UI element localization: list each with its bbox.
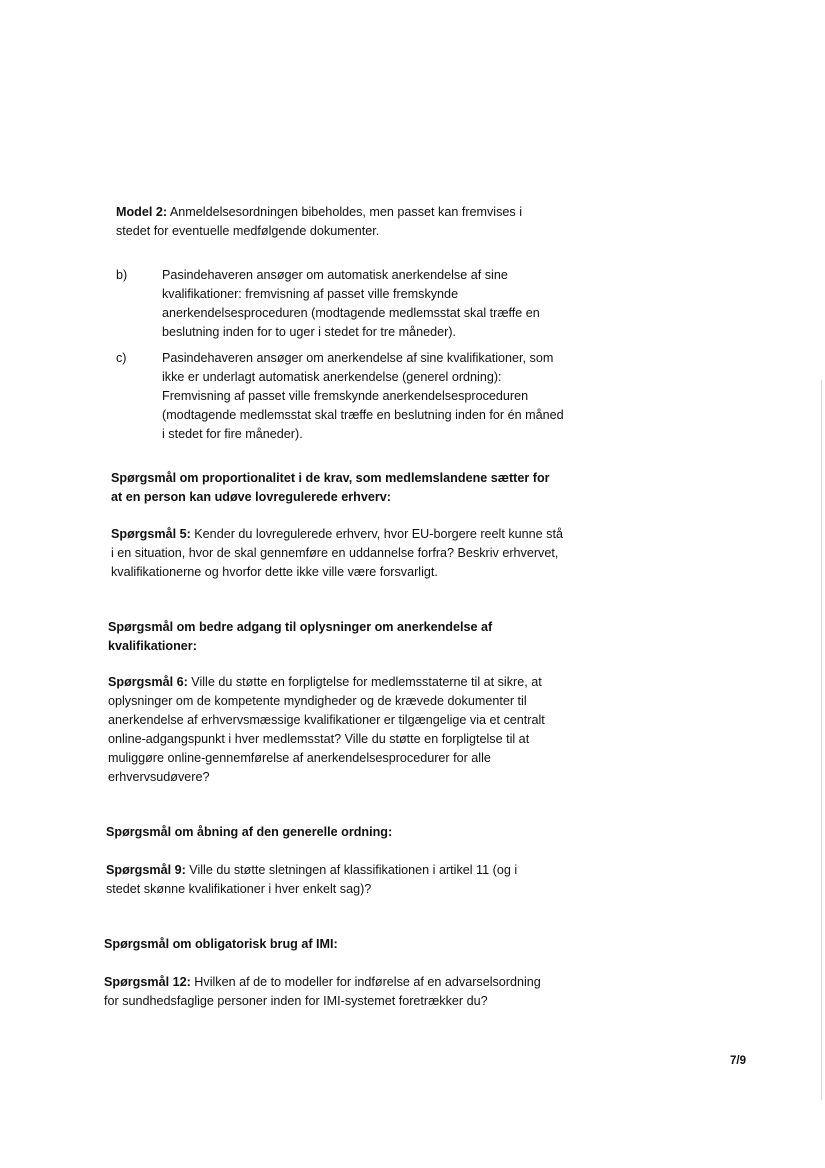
model2-text: Anmeldelsesordningen bibeholdes, men passet kan fremvises i stedet for eventuelle medfølgende dokumenter.	[116, 205, 523, 238]
page-number: 7/9	[730, 1055, 746, 1067]
list-item-label: b)	[116, 268, 128, 282]
section-heading-imi: Spørgsmål om obligatorisk brug af IMI:	[104, 937, 338, 951]
question-5	[111, 525, 563, 582]
list-item-text: Pasindehaveren ansøger om automatisk anerkendelse af sine kvalifikationer: fremvisning af passet ville fremskynde anerkendelsesproceduren (modtagende medlemsstat skal træffe en beslutning inden for to uger i stedet for tre måneder).	[162, 268, 540, 339]
question-12	[104, 973, 546, 1011]
question-label: Spørgsmål 6:	[108, 675, 188, 689]
question-label: Spørgsmål 12:	[104, 975, 191, 989]
question-text: Hvilken af de to modeller for indførelse af en advarselsordning for sundhedsfaglige personer inden for IMI-systemet foretrækker du?	[104, 975, 541, 1008]
question-text: Ville du støtte en forpligtelse for medlemsstaterne til at sikre, at oplysninger om de kompetente myndigheder og de krævede dokumenter til anerkendelse af erhvervsmæssige kvalifikationer er tilgængelige via et centralt online-adgangspunkt i hver medlemsstat? Ville du støtte en forpligtelse til at muliggøre online-gennemførelse af anerkendelsesprocedurer for alle erhvervsudøvere?	[108, 675, 545, 784]
scan-edge-line	[821, 380, 822, 1100]
model2-paragraph	[116, 203, 546, 241]
model2-label: Model 2:	[116, 205, 168, 219]
question-text: Ville du støtte sletningen af klassifikationen i artikel 11 (og i stedet skønne kvalifikationer i hver enkelt sag)?	[106, 863, 518, 896]
question-9	[106, 861, 546, 899]
list-item-label: c)	[116, 351, 127, 365]
section-heading-proportionality: Spørgsmål om proportionalitet i de krav, som medlemslandene sætter for at en person kan udøve lovregulerede erhverv:	[111, 471, 550, 504]
section-heading-general-system: Spørgsmål om åbning af den generelle ordning:	[106, 825, 393, 839]
question-text: Kender du lovregulerede erhverv, hvor EU-borgere reelt kunne stå i en situation, hvor de skal gennemføre en uddannelse forfra? Beskriv erhvervet, kvalifikationerne og hvorfor dette ikke ville være forsvarligt.	[111, 527, 563, 579]
list-item-text: Pasindehaveren ansøger om anerkendelse af sine kvalifikationer, som ikke er underlagt automatisk anerkendelse (generel ordning): Fremvisning af passet ville fremskynde anerkendelsesproceduren (modtagende medlemsstat skal træffe en beslutning inden for én måned i stedet for fire måneder).	[162, 351, 564, 441]
section-heading-information-access: Spørgsmål om bedre adgang til oplysninger om anerkendelse af kvalifikationer:	[108, 620, 493, 653]
question-label: Spørgsmål 9:	[106, 863, 186, 877]
question-6	[108, 673, 560, 787]
question-label: Spørgsmål 5:	[111, 527, 191, 541]
